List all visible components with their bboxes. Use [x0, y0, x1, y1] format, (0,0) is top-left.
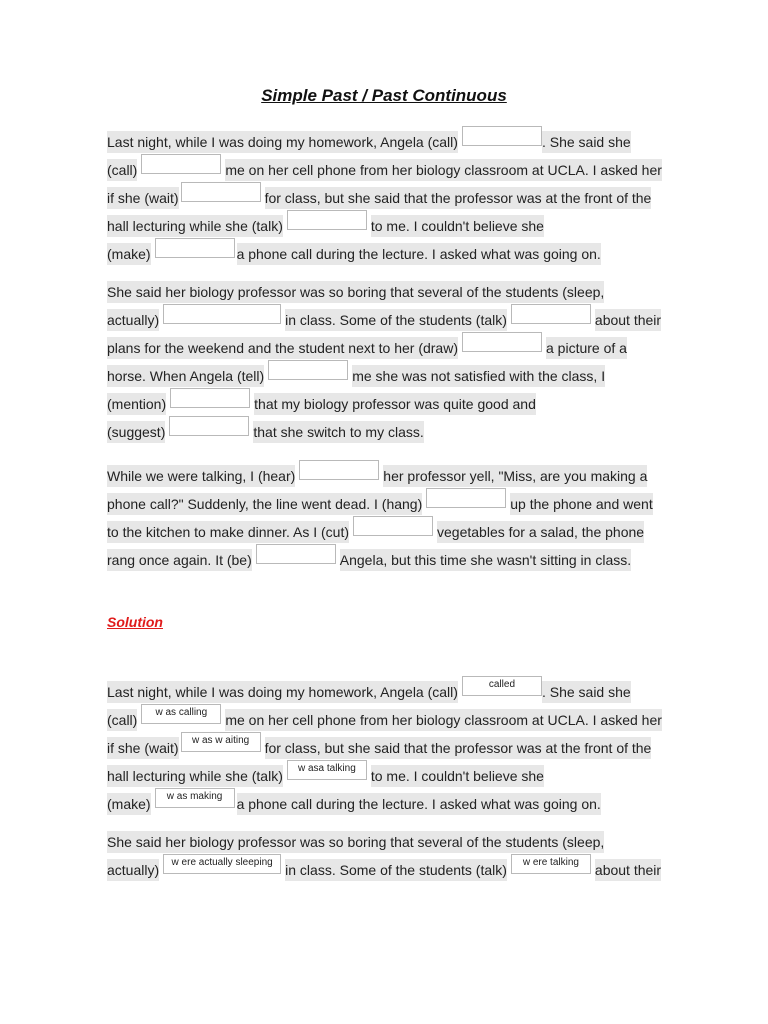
sentence-text: in class. Some of the students (talk): [285, 309, 507, 331]
text-line: [107, 185, 662, 211]
answer-field[interactable]: [169, 416, 249, 436]
sentence-text: plans for the weekend and the student next to her (draw): [107, 337, 458, 359]
text-line: [107, 279, 661, 305]
text-line: [107, 213, 662, 239]
answer-field[interactable]: [511, 304, 591, 324]
text-line: [107, 241, 662, 267]
answer-text: w as w aiting: [191, 735, 250, 746]
text-line: [107, 391, 661, 417]
exercise-paragraph-2: [107, 279, 661, 447]
answer-field[interactable]: [511, 854, 591, 874]
text-line: [107, 829, 661, 855]
sentence-text: actually): [107, 859, 159, 881]
sentence-text: She said her biology professor was so boring that several of the students (sleep,: [107, 281, 604, 303]
answer-field[interactable]: [170, 388, 250, 408]
sentence-text: . She said she: [542, 681, 631, 703]
sentence-text: Last night, while I was doing my homework, Angela (call): [107, 681, 458, 703]
sentence-text: (make): [107, 793, 151, 815]
solution-paragraph-2: [107, 829, 661, 885]
sentence-text: (call): [107, 709, 137, 731]
answer-field[interactable]: [462, 332, 542, 352]
answer-field[interactable]: [155, 788, 235, 808]
answer-field[interactable]: [163, 854, 281, 874]
sentence-text: hall lecturing while she (talk): [107, 765, 283, 787]
sentence-text: a phone call during the lecture. I asked what was going on.: [237, 243, 601, 265]
solution-paragraph-1: [107, 679, 662, 819]
text-line: [107, 519, 653, 545]
text-line: [107, 463, 653, 489]
answer-field[interactable]: [163, 304, 281, 324]
answer-field[interactable]: [181, 182, 261, 202]
sentence-text: about their: [595, 309, 661, 331]
sentence-text: a phone call during the lecture. I asked what was going on.: [237, 793, 601, 815]
sentence-text: that she switch to my class.: [253, 421, 423, 443]
answer-field[interactable]: [462, 126, 542, 146]
text-line: [107, 547, 653, 573]
answer-field[interactable]: [181, 732, 261, 752]
answer-field[interactable]: [462, 676, 542, 696]
sentence-text: vegetables for a salad, the phone: [437, 521, 644, 543]
sentence-text: rang once again. It (be): [107, 549, 252, 571]
answer-field[interactable]: [256, 544, 336, 564]
sentence-text: to the kitchen to make dinner. As I (cut): [107, 521, 349, 543]
sentence-text: Angela, but this time she wasn't sitting in class.: [340, 549, 631, 571]
text-line: [107, 791, 662, 817]
answer-text: w ere actually sleeping: [171, 857, 273, 868]
answer-field[interactable]: [287, 210, 367, 230]
sentence-text: in class. Some of the students (talk): [285, 859, 507, 881]
sentence-text: horse. When Angela (tell): [107, 365, 264, 387]
sentence-text: me on her cell phone from her biology classroom at UCLA. I asked her: [225, 709, 662, 731]
answer-text: w as making: [166, 791, 223, 802]
sentence-text: that my biology professor was quite good and: [254, 393, 536, 415]
sentence-text: actually): [107, 309, 159, 331]
sentence-text: (suggest): [107, 421, 165, 443]
text-line: [107, 763, 662, 789]
text-line: [107, 335, 661, 361]
answer-field[interactable]: [268, 360, 348, 380]
sentence-text: (make): [107, 243, 151, 265]
answer-text: called: [488, 679, 516, 690]
exercise-paragraph-1: [107, 129, 662, 269]
answer-field[interactable]: [155, 238, 235, 258]
sentence-text: if she (wait): [107, 187, 179, 209]
answer-field[interactable]: [141, 154, 221, 174]
sentence-text: up the phone and went: [510, 493, 652, 515]
sentence-text: her professor yell, "Miss, are you making a: [383, 465, 647, 487]
text-line: [107, 857, 661, 883]
answer-text: w asa talking: [297, 763, 356, 774]
sentence-text: to me. I couldn't believe she: [371, 215, 544, 237]
sentence-text: to me. I couldn't believe she: [371, 765, 544, 787]
text-line: [107, 491, 653, 517]
sentence-text: hall lecturing while she (talk): [107, 215, 283, 237]
sentence-text: While we were talking, I (hear): [107, 465, 295, 487]
answer-field[interactable]: [353, 516, 433, 536]
sentence-text: for class, but she said that the professor was at the front of the: [265, 187, 652, 209]
sentence-text: phone call?" Suddenly, the line went dead. I (hang): [107, 493, 422, 515]
text-line: [107, 157, 662, 183]
text-line: [107, 419, 661, 445]
sentence-text: She said her biology professor was so boring that several of the students (sleep,: [107, 831, 604, 853]
text-line: [107, 679, 662, 705]
answer-text: w ere talking: [522, 857, 579, 868]
sentence-text: if she (wait): [107, 737, 179, 759]
sentence-text: . She said she: [542, 131, 631, 153]
sentence-text: (call): [107, 159, 137, 181]
sentence-text: Last night, while I was doing my homework, Angela (call): [107, 131, 458, 153]
sentence-text: me she was not satisfied with the class, I: [352, 365, 605, 387]
sentence-text: (mention): [107, 393, 166, 415]
answer-field[interactable]: [141, 704, 221, 724]
sentence-text: for class, but she said that the professor was at the front of the: [265, 737, 652, 759]
sentence-text: me on her cell phone from her biology classroom at UCLA. I asked her: [225, 159, 662, 181]
answer-field[interactable]: [426, 488, 506, 508]
solution-heading: Solution: [107, 614, 163, 630]
answer-text: w as calling: [155, 707, 208, 718]
sentence-text: about their: [595, 859, 661, 881]
answer-field[interactable]: [299, 460, 379, 480]
answer-field[interactable]: [287, 760, 367, 780]
exercise-paragraph-3: [107, 463, 653, 575]
page-title: Simple Past / Past Continuous: [261, 86, 507, 105]
text-line: [107, 735, 662, 761]
text-line: [107, 307, 661, 333]
text-line: [107, 707, 662, 733]
text-line: [107, 363, 661, 389]
sentence-text: a picture of a: [546, 337, 627, 359]
text-line: [107, 129, 662, 155]
